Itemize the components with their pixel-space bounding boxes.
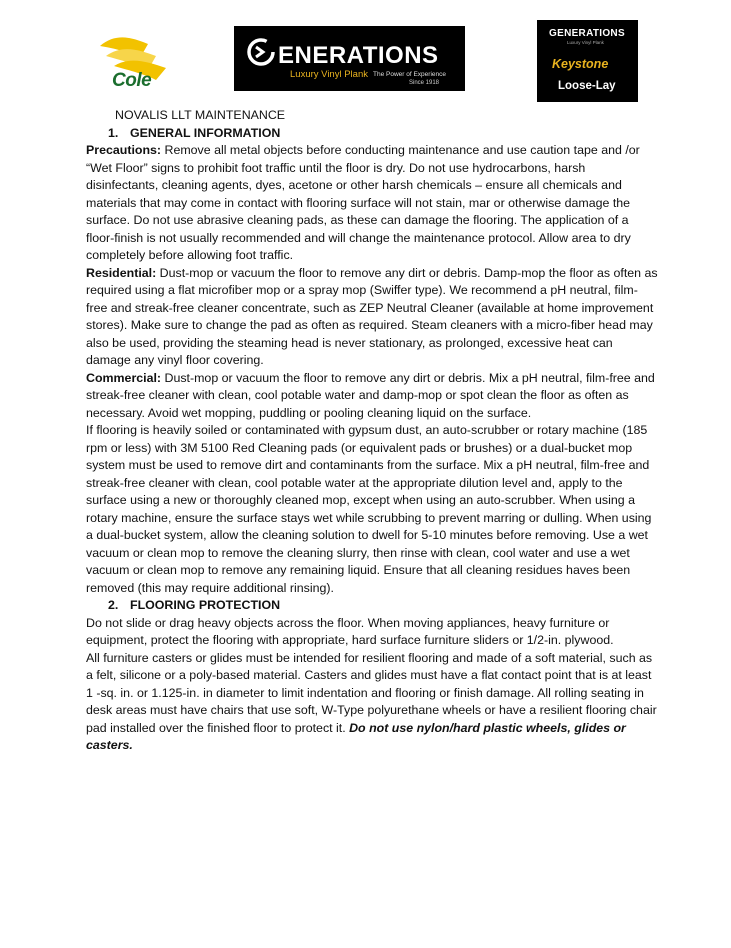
generations-g-icon [246, 37, 276, 67]
section-title: FLOORING PROTECTION [130, 598, 281, 612]
generations-g-icon: G [549, 28, 558, 39]
precautions-paragraph [86, 142, 658, 265]
generations-since: Since 1918 [409, 80, 440, 86]
section-number: 2. [108, 598, 119, 612]
generations-logo [234, 26, 465, 91]
cole-logo-text: Cole [112, 70, 152, 91]
casters-paragraph [86, 650, 658, 755]
keystone-badge-small-text: Luxury Vinyl Plank [567, 40, 604, 45]
residential-label: Residential: [86, 265, 157, 280]
precautions-text: Remove all metal objects before conducting maintenance and use caution tape and /or “Wet Floor” signs to prohibit foot traffic until the floor is dry. Do not use hydrocarbons, harsh disinfectants, cleaning agents, dyes, acetone or other harsh chemicals – ensure all chemicals and materials that may come in contact with flooring surface will not stain, mar or otherwise damage the surface. Do not use abrasive cleaning pads, as these can damage the flooring. The application of a floor-finish is not usually recommended and will change the maintenance protocol. Allow area to dry completely before allowing foot traffic. [86, 143, 640, 262]
maintenance-document [86, 107, 658, 755]
document-title: NOVALIS LLT MAINTENANCE [115, 108, 286, 122]
commercial-label: Commercial: [86, 370, 162, 385]
generations-tagline: The Power of Experience [373, 71, 446, 78]
commercial-paragraph [86, 370, 658, 423]
commercial-text: Dust-mop or vacuum the floor to remove any dirt or debris. Mix a pH neutral, film-free and streak-free cleaner with clean, cool potable water and damp-mop or spot clean the floor as often as necessary. Avoid wet mopping, puddling or pooling cleaning liquid on the surface. [86, 370, 655, 420]
keystone-badge-wordmark: GENERATIONS [549, 28, 625, 39]
residential-text: Dust-mop or vacuum the floor to remove any dirt or debris. Damp-mop the floor as often as required using a flat microfiber mop or a spray mop (Swiffer type). We recommend a pH neutral, film-free and streak-free cleaner concentrate, such as ZEP Neutral Cleaner (available at home improvement stores). Make sure to change the pad as often as required. Steam cleaners with a micro-fiber head may also be used, providing the steaming head is never stationary, as prolonged, excessive heat can damage any vinyl floor covering. [86, 265, 658, 367]
section-heading-general-information [86, 125, 658, 143]
section-title: GENERAL INFORMATION [130, 125, 281, 140]
moving-objects-paragraph: Do not slide or drag heavy objects across the floor. When moving appliances, heavy furniture or equipment, protect the flooring with appropriate, hard surface furniture sliders or 1/2-in. plywood. [86, 615, 614, 647]
section-number: 1. [108, 125, 119, 140]
keystone-product-type: Loose-Lay [558, 80, 616, 92]
casters-warning: Do not use nylon/hard plastic wheels, glides or casters. [86, 720, 626, 752]
keystone-loose-lay-badge [537, 20, 638, 102]
generations-wordmark: ENERATIONS [278, 42, 439, 69]
keystone-product-name: Keystone [552, 57, 609, 71]
section-heading-flooring-protection [86, 597, 658, 615]
precautions-label: Precautions: [86, 143, 162, 157]
heavy-soil-paragraph: If flooring is heavily soiled or contaminated with gypsum dust, an auto-scrubber or rotary machine (185 rpm or less) with 3M 5100 Red Cleaning pads (or equivalent pads or brushes) or a dual-bucket mop system must be used to remove dirt and contaminants from the surface. Mix a pH neutral, film-free and streak-free cleaner with clean, cool potable water at the appropriate dilution level and, apply to the surface using a new or thoroughly cleaned mop, except when using an auto-scrubber. When using a rotary machine, ensure the surface stays wet while scrubbing to prevent marring or dulling. When using a dual-bucket system, allow the cleaning solution to dwell for 5-10 minutes before removing. Use a wet vacuum or clean mop to remove the cleaning slurry, then rinse with clean, cool water and use a wet vacuum or clean mop to remove any remaining liquid. Ensure that all cleaning residues haves been removed (this may require additional rinsing). [86, 423, 652, 595]
generations-subtitle: Luxury Vinyl Plank [290, 69, 368, 80]
residential-paragraph [86, 265, 658, 370]
casters-text: All furniture casters or glides must be intended for resilient flooring and made of a soft material, such as a felt, silicone or a poly-based material. Casters and glides must have a flat contact point that is at least 1 -sq. in. or 1.125-in. in diameter to limit indentation and flooring or finish damage. All rolling seating in desk areas must have chairs that use soft, W-Type polyurethane wheels or have a resilient flooring chair pad installed over the finished floor to protect it. [86, 650, 657, 735]
